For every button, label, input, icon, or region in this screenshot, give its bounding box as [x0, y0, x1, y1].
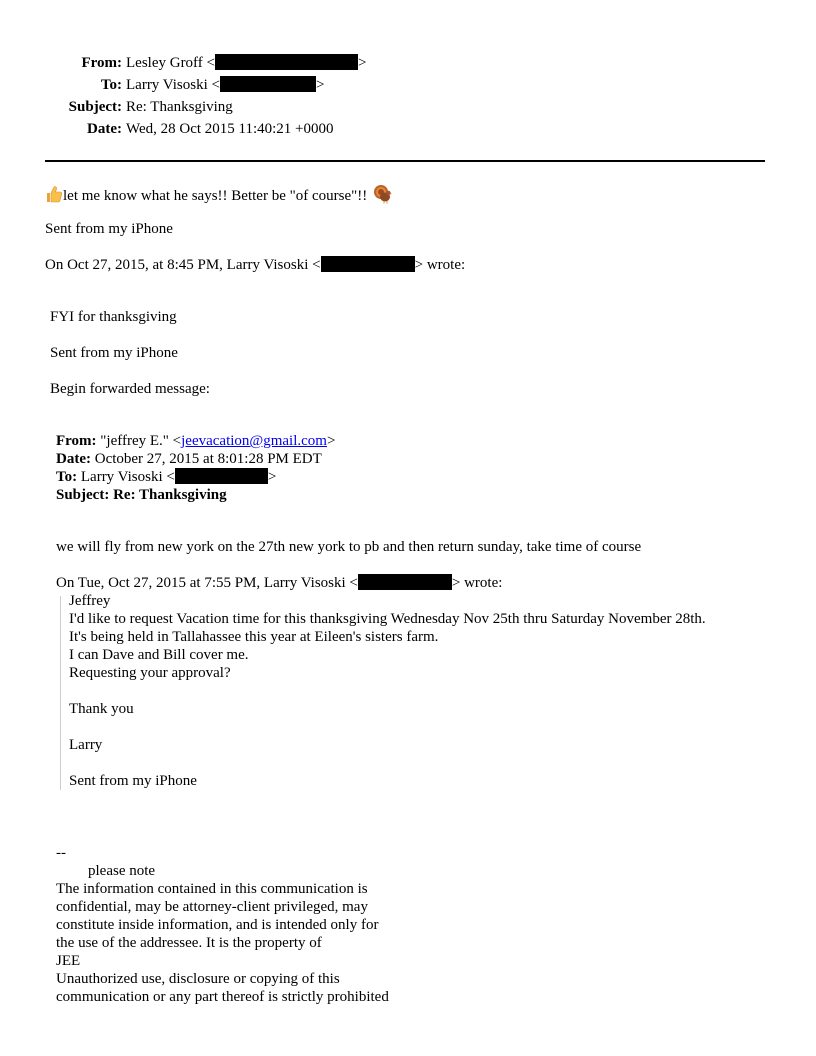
quoted-thanks: Thank you — [69, 701, 134, 717]
redaction-box — [321, 256, 415, 272]
header-subject-label: Subject: — [68, 99, 122, 115]
fwd-date-label: Date: — [56, 451, 91, 467]
disclaimer-line: Unauthorized use, disclosure or copying of this — [56, 971, 340, 987]
disclaimer-line: constitute inside information, and is intended only for — [56, 917, 379, 933]
header-date-label: Date: — [87, 121, 122, 137]
reply-wrote-prefix: On Oct 27, 2015, at 8:45 PM, Larry Visoski < — [45, 257, 321, 273]
disclaimer-line: the use of the addressee. It is the property of — [56, 935, 322, 951]
forward-signature: Sent from my iPhone — [50, 345, 178, 361]
fwd-from-close: > — [326, 433, 336, 449]
fwd-from-label: From: — [56, 433, 97, 449]
quoted-signature: Sent from my iPhone — [69, 773, 197, 789]
jeffrey-wrote-suffix: > wrote: — [451, 575, 503, 591]
header-to-value: Larry Visoski < — [126, 77, 220, 93]
reply-message — [45, 184, 393, 205]
header-subject-value: Re: Thanksgiving — [126, 99, 233, 115]
reply-signature: Sent from my iPhone — [45, 221, 173, 237]
header-date-row — [40, 120, 334, 138]
fwd-from-name: "jeffrey E." < — [100, 433, 182, 449]
reply-wrote-suffix: > wrote: — [414, 257, 466, 273]
reply-message-text: let me know what he says!! Better be "of course"!! — [63, 188, 368, 204]
fwd-from-email-link[interactable]: jeevacation@gmail.com — [181, 433, 327, 449]
fwd-date-row — [56, 450, 322, 468]
quoted-line: Requesting your approval? — [69, 665, 231, 681]
quoted-line: Jeffrey — [69, 593, 111, 609]
header-from-close: > — [358, 55, 367, 71]
header-to-row — [40, 76, 324, 94]
redaction-box — [358, 574, 452, 590]
header-divider — [45, 160, 765, 162]
redaction-box — [220, 76, 316, 92]
quoted-name: Larry — [69, 737, 103, 753]
fwd-date-value: October 27, 2015 at 8:01:28 PM EDT — [94, 451, 322, 467]
redaction-box — [175, 468, 268, 484]
jeffrey-wrote-prefix: On Tue, Oct 27, 2015 at 7:55 PM, Larry Visoski < — [56, 575, 358, 591]
fwd-to-row — [56, 468, 276, 486]
fwd-to-label: To: — [56, 469, 78, 485]
disclaimer-line: communication or any part thereof is strictly prohibited — [56, 989, 389, 1005]
disclaimer-line: confidential, may be attorney-client privileged, may — [56, 899, 368, 915]
quoted-line: It's being held in Tallahassee this year at Eileen's sisters farm. — [69, 629, 439, 645]
forward-fyi: FYI for thanksgiving — [50, 309, 177, 325]
jeffrey-wrote-line — [56, 574, 502, 592]
reply-wrote-line — [45, 256, 465, 274]
header-date-value: Wed, 28 Oct 2015 11:40:21 +0000 — [126, 121, 334, 137]
disclaimer-note: please note — [88, 863, 156, 879]
forward-begin: Begin forwarded message: — [50, 381, 210, 397]
disclaimer-line: The information contained in this communication is — [56, 881, 368, 897]
fwd-from-row — [56, 432, 335, 450]
fwd-subject-value: Re: Thanksgiving — [113, 487, 227, 503]
header-from-label: From: — [81, 55, 122, 71]
thumbs-up-icon — [45, 185, 63, 203]
turkey-icon — [373, 184, 393, 204]
fwd-to-value: Larry Visoski < — [80, 469, 175, 485]
quote-bar — [60, 596, 61, 790]
header-from-row — [40, 54, 366, 72]
jeffrey-message: we will fly from new york on the 27th new york to pb and then return sunday, take time of course — [56, 539, 642, 555]
header-to-label: To: — [100, 77, 122, 93]
redaction-box — [215, 54, 358, 70]
quoted-line: I can Dave and Bill cover me. — [69, 647, 249, 663]
fwd-to-close: > — [267, 469, 277, 485]
fwd-subject-row — [56, 486, 227, 504]
header-to-close: > — [315, 77, 325, 93]
disclaimer-line: JEE — [56, 953, 81, 969]
fwd-subject-label: Subject: — [56, 487, 110, 503]
quoted-line: I'd like to request Vacation time for this thanksgiving Wednesday Nov 25th thru Saturday November 28th. — [69, 611, 706, 627]
header-from-value: Lesley Groff < — [126, 55, 215, 71]
header-subject-row — [40, 98, 233, 116]
disclaimer-dashes: -- — [56, 845, 66, 861]
